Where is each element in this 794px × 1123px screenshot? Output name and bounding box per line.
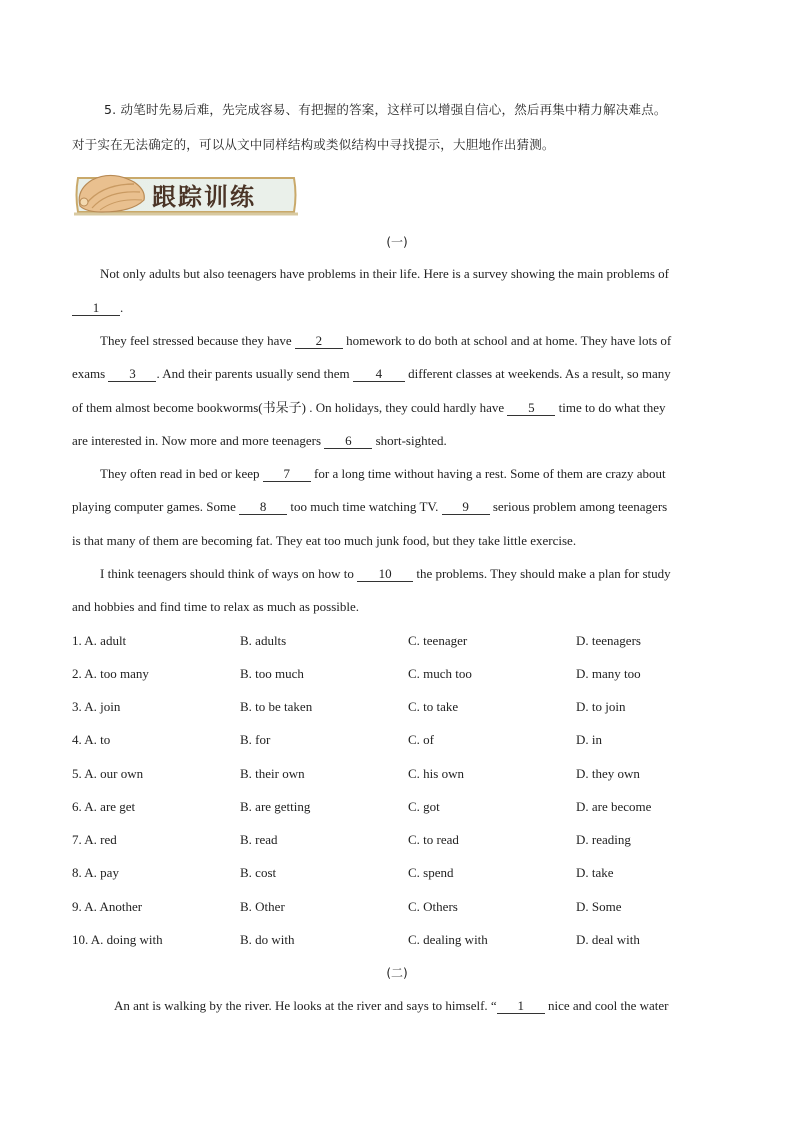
option-d[interactable]: D. many too bbox=[576, 666, 641, 681]
option-b[interactable]: B. to be taken bbox=[240, 699, 313, 714]
p1-line-1: Not only adults but also teenagers have problems in their life. Here is a survey showing the main problems of bbox=[100, 266, 669, 281]
tip-line-1: 5. 动笔时先易后难，先完成容易、有把握的答案，这样可以增强自信心，然后再集中精力解决难点。 bbox=[104, 102, 667, 117]
p2-line-1 bbox=[100, 332, 722, 350]
option-a[interactable]: 1. A. adult bbox=[72, 633, 127, 648]
section-2-title: (二) bbox=[386, 966, 408, 980]
text: nice and cool the water bbox=[544, 998, 669, 1013]
option-d[interactable]: D. take bbox=[576, 865, 614, 880]
option-c[interactable]: C. much too bbox=[408, 666, 472, 681]
option-b[interactable]: B. for bbox=[240, 732, 271, 747]
p3-line-2 bbox=[72, 498, 722, 516]
option-row bbox=[72, 765, 732, 783]
section-banner bbox=[72, 168, 300, 222]
option-b[interactable]: B. are getting bbox=[240, 799, 311, 814]
text: too much time watching TV. bbox=[287, 499, 442, 514]
text: playing computer games. Some bbox=[72, 499, 240, 514]
text: short-sighted. bbox=[372, 433, 447, 448]
blank-9[interactable]: 9 bbox=[442, 500, 490, 515]
option-a[interactable]: 6. A. are get bbox=[72, 799, 136, 814]
p2-line-3 bbox=[72, 399, 722, 417]
text: They often read in bed or keep bbox=[100, 466, 263, 481]
s2-line-1 bbox=[114, 997, 724, 1015]
text: homework to do both at school and at home. They have lots of bbox=[342, 333, 672, 348]
p4-line-1 bbox=[100, 565, 722, 583]
section-1-title: (一) bbox=[386, 235, 408, 249]
p4-line-2: and hobbies and find time to relax as much as possible. bbox=[72, 599, 360, 614]
blank-10[interactable]: 10 bbox=[357, 567, 413, 582]
option-d[interactable]: D. they own bbox=[576, 766, 640, 781]
blank-2[interactable]: 2 bbox=[295, 334, 343, 349]
p2-line-4 bbox=[72, 432, 722, 450]
option-b[interactable]: B. Other bbox=[240, 899, 285, 914]
option-b[interactable]: B. adults bbox=[240, 633, 287, 648]
option-c[interactable]: C. to read bbox=[408, 832, 459, 847]
blank-7[interactable]: 7 bbox=[263, 467, 311, 482]
text: . And their parents usually send them bbox=[156, 366, 353, 381]
blank-4[interactable]: 4 bbox=[353, 367, 405, 382]
text: time to do what they bbox=[555, 400, 666, 415]
text: the problems. They should make a plan for study bbox=[413, 566, 671, 581]
option-d[interactable]: D. in bbox=[576, 732, 602, 747]
blank-5[interactable]: 5 bbox=[507, 401, 555, 416]
text: exams bbox=[72, 366, 109, 381]
option-b[interactable]: B. their own bbox=[240, 766, 305, 781]
option-row bbox=[72, 632, 732, 650]
option-b[interactable]: B. cost bbox=[240, 865, 277, 880]
banner-title: 跟踪训练 bbox=[152, 183, 256, 211]
option-row bbox=[72, 731, 732, 749]
option-b[interactable]: B. too much bbox=[240, 666, 304, 681]
text: serious problem among teenagers bbox=[489, 499, 668, 514]
text: are interested in. Now more and more teenagers bbox=[72, 433, 325, 448]
option-c[interactable]: C. his own bbox=[408, 766, 464, 781]
p1-period: . bbox=[120, 300, 124, 315]
option-c[interactable]: C. teenager bbox=[408, 633, 468, 648]
option-a[interactable]: 5. A. our own bbox=[72, 766, 144, 781]
text: of them almost become bookworms(书呆子) . On holidays, they could hardly have bbox=[72, 400, 508, 415]
p3-line-3: is that many of them are becoming fat. They eat too much junk food, but they take little exercise. bbox=[72, 533, 577, 548]
option-d[interactable]: D. Some bbox=[576, 899, 622, 914]
option-b[interactable]: B. do with bbox=[240, 932, 295, 947]
option-a[interactable]: 2. A. too many bbox=[72, 666, 149, 681]
option-row bbox=[72, 931, 732, 949]
p3-line-1 bbox=[100, 465, 722, 483]
option-c[interactable]: C. dealing with bbox=[408, 932, 488, 947]
option-a[interactable]: 3. A. join bbox=[72, 699, 121, 714]
option-c[interactable]: C. spend bbox=[408, 865, 454, 880]
option-c[interactable]: C. Others bbox=[408, 899, 458, 914]
option-row bbox=[72, 898, 732, 916]
blank-s2-1[interactable]: 1 bbox=[497, 999, 545, 1014]
option-d[interactable]: D. to join bbox=[576, 699, 626, 714]
option-row bbox=[72, 864, 732, 882]
option-d[interactable]: D. teenagers bbox=[576, 633, 641, 648]
option-c[interactable]: C. to take bbox=[408, 699, 459, 714]
option-a[interactable]: 10. A. doing with bbox=[72, 932, 163, 947]
option-a[interactable]: 7. A. red bbox=[72, 832, 117, 847]
option-a[interactable]: 8. A. pay bbox=[72, 865, 119, 880]
text: for a long time without having a rest. Some of them are crazy about bbox=[310, 466, 666, 481]
blank-8[interactable]: 8 bbox=[239, 500, 287, 515]
tip-line-2: 对于实在无法确定的，可以从文中同样结构或类似结构中寻找提示，大胆地作出猜测。 bbox=[72, 137, 555, 152]
p2-line-2 bbox=[72, 365, 722, 383]
option-row bbox=[72, 798, 732, 816]
option-c[interactable]: C. got bbox=[408, 799, 440, 814]
blank-6[interactable]: 6 bbox=[324, 434, 372, 449]
option-d[interactable]: D. reading bbox=[576, 832, 631, 847]
option-c[interactable]: C. of bbox=[408, 732, 434, 747]
option-d[interactable]: D. deal with bbox=[576, 932, 640, 947]
option-a[interactable]: 9. A. Another bbox=[72, 899, 143, 914]
option-row bbox=[72, 665, 732, 683]
text: I think teenagers should think of ways on how to bbox=[100, 566, 358, 581]
seashell-icon bbox=[72, 168, 152, 222]
option-row bbox=[72, 831, 732, 849]
text: They feel stressed because they have bbox=[100, 333, 295, 348]
text: different classes at weekends. As a result, so many bbox=[404, 366, 671, 381]
option-a[interactable]: 4. A. to bbox=[72, 732, 111, 747]
blank-1[interactable]: 1 bbox=[72, 301, 120, 316]
option-row bbox=[72, 698, 732, 716]
option-b[interactable]: B. read bbox=[240, 832, 278, 847]
blank-3[interactable]: 3 bbox=[108, 367, 156, 382]
p1-line-2 bbox=[72, 299, 722, 317]
text: An ant is walking by the river. He looks at the river and says to himself. “ bbox=[114, 998, 497, 1013]
option-d[interactable]: D. are become bbox=[576, 799, 652, 814]
